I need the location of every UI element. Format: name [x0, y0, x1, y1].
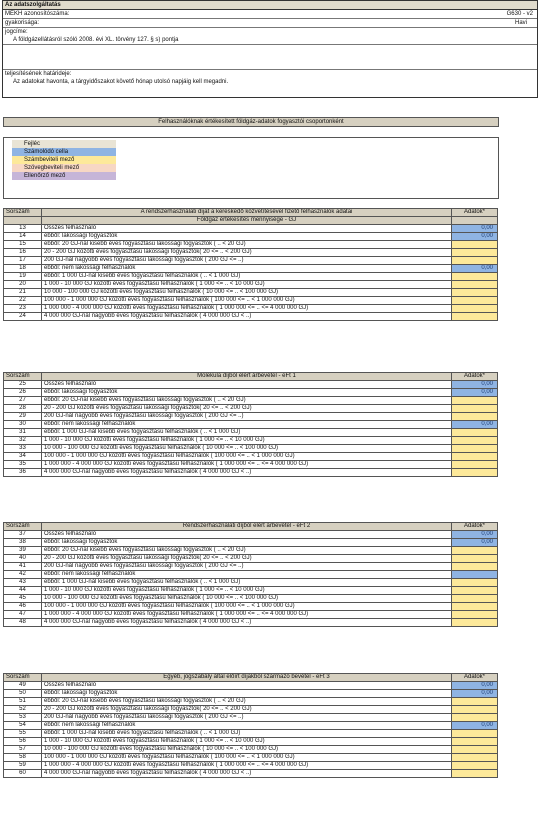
- subtitle-spacer: [4, 217, 42, 225]
- table-row: [4, 619, 498, 627]
- data-section-table: [3, 673, 498, 778]
- row-number: 41: [4, 563, 42, 571]
- row-number: 53: [4, 714, 42, 722]
- data-section-table: [3, 522, 498, 627]
- row-number: 33: [4, 445, 42, 453]
- table-row: [4, 405, 498, 413]
- legend-label: Ellenőrző mező: [24, 173, 66, 179]
- row-number: 38: [4, 539, 42, 547]
- number-input-cell[interactable]: [452, 754, 498, 762]
- row-number: 56: [4, 738, 42, 746]
- calculated-cell: 0,00: [452, 265, 498, 273]
- row-number: 20: [4, 281, 42, 289]
- number-input-cell[interactable]: [452, 313, 498, 321]
- legend: [3, 137, 499, 199]
- number-input-cell[interactable]: [452, 611, 498, 619]
- table-row: [4, 555, 498, 563]
- legend-label: Fejléc: [24, 141, 41, 147]
- row-label: 10 000 - 100 000 GJ közötti éves fogyasztású felhasználók ( 10 000 <= .. < 100 000 GJ): [42, 595, 452, 603]
- row-number: 26: [4, 389, 42, 397]
- table-row: [4, 579, 498, 587]
- row-label: ebből: lakossági fogyasztók: [42, 690, 452, 698]
- col-header-number: Sorszám: [4, 674, 42, 682]
- id-label: MEKH azonosítószáma:: [5, 11, 70, 17]
- row-number: 54: [4, 722, 42, 730]
- number-input-cell[interactable]: [452, 461, 498, 469]
- row-number: 58: [4, 754, 42, 762]
- table-row: [4, 722, 498, 730]
- row-number: 55: [4, 730, 42, 738]
- row-label: 20 - 200 GJ közötti éves fogyasztású lakossági fogyasztók( 20 <= .. < 200 GJ): [42, 249, 452, 257]
- number-input-cell[interactable]: [452, 305, 498, 313]
- calculated-cell: 0,00: [452, 722, 498, 730]
- table-row: [4, 461, 498, 469]
- table-row: [4, 714, 498, 722]
- row-label: 4 000 000 GJ-nál nagyobb éves fogyasztású felhasználók ( 4 000 000 GJ < ..): [42, 313, 452, 321]
- table-row: [4, 265, 498, 273]
- section-title: A rendszerhasználati díjat a kereskedő közvetítésével fizető felhasználók adatai: [42, 209, 452, 217]
- table-row: [4, 381, 498, 389]
- number-input-cell[interactable]: [452, 706, 498, 714]
- number-input-cell[interactable]: [452, 698, 498, 706]
- row-label: 200 GJ-nál nagyobb éves fogyasztású lakossági fogyasztók ( 200 GJ <= ..): [42, 257, 452, 265]
- number-input-cell[interactable]: [452, 770, 498, 778]
- freq-value: Havi: [514, 20, 527, 26]
- number-input-cell[interactable]: [452, 595, 498, 603]
- row-label: 4 000 000 GJ-nál nagyobb éves fogyasztású felhasználók ( 4 000 000 GJ < ..): [42, 619, 452, 627]
- legend-label: Számbeviteli mező: [24, 157, 75, 163]
- col-header-value: Adatok*: [452, 674, 498, 682]
- col-header-number: Sorszám: [4, 523, 42, 531]
- calculated-cell: 0,00: [452, 389, 498, 397]
- number-input-cell[interactable]: [452, 413, 498, 421]
- table-row: [4, 587, 498, 595]
- row-number: 37: [4, 531, 42, 539]
- table-row: [4, 297, 498, 305]
- row-label: 1 000 000 - 4 000 000 GJ közötti éves fogyasztású felhasználók ( 1 000 000 <= .. <= 4 000 000 GJ): [42, 762, 452, 770]
- table-row: [4, 611, 498, 619]
- row-number: 50: [4, 690, 42, 698]
- row-number: 14: [4, 233, 42, 241]
- row-number: 28: [4, 405, 42, 413]
- calculated-cell: [452, 571, 498, 579]
- id-value: G630 - v2: [506, 11, 533, 17]
- row-label: Összes felhasználó: [42, 381, 452, 389]
- number-input-cell[interactable]: [452, 405, 498, 413]
- row-label: 4 000 000 GJ-nál nagyobb éves fogyasztású felhasználók ( 4 000 000 GJ < ..): [42, 770, 452, 778]
- table-row: [4, 233, 498, 241]
- table-row: [4, 539, 498, 547]
- row-label: ebből: lakossági fogyasztók: [42, 389, 452, 397]
- table-row: [4, 746, 498, 754]
- row-number: 24: [4, 313, 42, 321]
- row-number: 27: [4, 397, 42, 405]
- table-row: [4, 563, 498, 571]
- number-input-cell[interactable]: [452, 297, 498, 305]
- row-label: Összes felhasználó: [42, 531, 452, 539]
- table-row: [4, 547, 498, 555]
- legend-label: Szövegbeviteli mező: [24, 165, 80, 171]
- row-number: 32: [4, 437, 42, 445]
- number-input-cell[interactable]: [452, 249, 498, 257]
- calculated-cell: 0,00: [452, 531, 498, 539]
- row-label: 10 000 - 100 000 GJ közötti éves fogyasztású felhasználók ( 10 000 <= .. < 100 000 GJ): [42, 289, 452, 297]
- section-title: Rendszerhasználati díjból elért árbevétel - eFt 2: [42, 523, 452, 531]
- table-row: [4, 273, 498, 281]
- section-subtitle: Földgáz értékesítés mennyisége - GJ: [42, 217, 452, 225]
- table-row: [4, 571, 498, 579]
- row-label: ebből: 1 000 GJ-nál kisebb éves fogyasztású felhasználók ( .. < 1 000 GJ): [42, 273, 452, 281]
- row-label: 1 000 000 - 4 000 000 GJ közötti éves fogyasztású felhasználók ( 1 000 000 <= .. <= 4 000 000 GJ): [42, 305, 452, 313]
- table-row: [4, 445, 498, 453]
- row-number: 34: [4, 453, 42, 461]
- calculated-cell: 0,00: [452, 225, 498, 233]
- row-label: 1 000 - 10 000 GJ közötti éves fogyasztású felhasználók ( 1 000 <= .. < 10 000 GJ): [42, 587, 452, 595]
- section-title: Egyéb, jogszabály által előírt díjakból származó bevétel - eFt 3: [42, 674, 452, 682]
- legend-item: [12, 140, 498, 148]
- number-input-cell[interactable]: [452, 563, 498, 571]
- calculated-cell: 0,00: [452, 690, 498, 698]
- table-row: [4, 289, 498, 297]
- row-number: 60: [4, 770, 42, 778]
- table-row: [4, 413, 498, 421]
- row-label: 10 000 - 100 000 GJ közötti éves fogyasztású felhasználók ( 10 000 <= .. < 100 000 GJ): [42, 746, 452, 754]
- row-label: 100 000 - 1 000 000 GJ közötti éves fogyasztású felhasználók ( 100 000 <= .. < 1 000 000 GJ): [42, 603, 452, 611]
- row-label: 20 - 200 GJ közötti éves fogyasztású lakossági fogyasztók( 20 <= .. < 200 GJ): [42, 405, 452, 413]
- table-row: [4, 698, 498, 706]
- row-number: 16: [4, 249, 42, 257]
- row-label: 1 000 - 10 000 GJ közötti éves fogyasztású felhasználók ( 1 000 <= .. < 10 000 GJ): [42, 738, 452, 746]
- row-label: ebből: 1 000 GJ-nál kisebb éves fogyasztású felhasználók ( .. < 1 000 GJ): [42, 730, 452, 738]
- row-number: 57: [4, 746, 42, 754]
- row-number: 47: [4, 611, 42, 619]
- row-label: 1 000 - 10 000 GJ közötti éves fogyasztású felhasználók ( 1 000 <= .. < 10 000 GJ): [42, 437, 452, 445]
- row-label: 100 000 - 1 000 000 GJ közötti éves fogyasztású felhasználók ( 100 000 <= .. < 1 000 000 GJ): [42, 453, 452, 461]
- col-header-value: Adatok*: [452, 523, 498, 531]
- number-input-cell[interactable]: [452, 273, 498, 281]
- number-input-cell[interactable]: [452, 730, 498, 738]
- legend-item: [12, 172, 498, 180]
- table-row: [4, 225, 498, 233]
- row-number: 17: [4, 257, 42, 265]
- legend-item: [12, 164, 498, 172]
- number-input-cell[interactable]: [452, 289, 498, 297]
- row-label: ebből: 1 000 GJ-nál kisebb éves fogyasztású felhasználók ( .. < 1 000 GJ): [42, 579, 452, 587]
- row-label: ebből: nem lakossági felhasználók: [42, 421, 452, 429]
- col-header-number: Sorszám: [4, 209, 42, 217]
- calculated-cell: 0,00: [452, 381, 498, 389]
- row-number: 51: [4, 698, 42, 706]
- table-row: [4, 421, 498, 429]
- table-row: [4, 397, 498, 405]
- number-input-cell[interactable]: [452, 445, 498, 453]
- calculated-cell: 0,00: [452, 682, 498, 690]
- row-label: ebből: lakossági fogyasztók: [42, 539, 452, 547]
- row-label: 20 - 200 GJ közötti éves fogyasztású lakossági fogyasztók( 20 <= .. < 200 GJ): [42, 706, 452, 714]
- calculated-cell: 0,00: [452, 421, 498, 429]
- row-label: ebből: 20 GJ-nál kisebb éves fogyasztású lakossági fogyasztók ( .. < 20 GJ): [42, 698, 452, 706]
- number-input-cell[interactable]: [452, 397, 498, 405]
- number-input-cell[interactable]: [452, 619, 498, 627]
- info-title: Az adatszolgáltatás: [3, 1, 537, 10]
- info-box: [2, 0, 538, 98]
- row-label: ebből: lakossági fogyasztók: [42, 233, 452, 241]
- table-row: [4, 706, 498, 714]
- row-label: 100 000 - 1 000 000 GJ közötti éves fogyasztású felhasználók ( 100 000 <= .. < 1 000 000 GJ): [42, 297, 452, 305]
- row-number: 13: [4, 225, 42, 233]
- table-row: [4, 531, 498, 539]
- table-row: [4, 754, 498, 762]
- row-number: 43: [4, 579, 42, 587]
- row-label: 1 000 000 - 4 000 000 GJ közötti éves fogyasztású felhasználók ( 1 000 000 <= .. <= 4 000 000 GJ): [42, 611, 452, 619]
- col-header-value: Adatok*: [452, 209, 498, 217]
- data-section-table: [3, 208, 498, 321]
- legend-item: [12, 156, 498, 164]
- subtitle-spacer: [452, 217, 498, 225]
- row-label: 10 000 - 100 000 GJ közötti éves fogyasztású felhasználók ( 10 000 <= .. < 100 000 GJ): [42, 445, 452, 453]
- row-number: 48: [4, 619, 42, 627]
- row-label: 100 000 - 1 000 000 GJ közötti éves fogyasztású felhasználók ( 100 000 <= .. < 1 000 000 GJ): [42, 754, 452, 762]
- row-label: Összes felhasználó: [42, 225, 452, 233]
- table-row: [4, 738, 498, 746]
- number-input-cell[interactable]: [452, 429, 498, 437]
- table-row: [4, 313, 498, 321]
- table-row: [4, 453, 498, 461]
- number-input-cell[interactable]: [452, 437, 498, 445]
- row-number: 21: [4, 289, 42, 297]
- col-header-value: Adatok*: [452, 373, 498, 381]
- table-row: [4, 690, 498, 698]
- row-number: 42: [4, 571, 42, 579]
- table-row: [4, 730, 498, 738]
- row-label: ebből: 20 GJ-nál kisebb éves fogyasztású lakossági fogyasztók ( .. < 20 GJ): [42, 547, 452, 555]
- row-label: 200 GJ-nál nagyobb éves fogyasztású lakossági fogyasztók ( 200 GJ <= ..): [42, 563, 452, 571]
- table-row: [4, 257, 498, 265]
- number-input-cell[interactable]: [452, 547, 498, 555]
- number-input-cell[interactable]: [452, 762, 498, 770]
- row-number: 29: [4, 413, 42, 421]
- row-label: ebből: 1 000 GJ-nál kisebb éves fogyasztású felhasználók ( .. < 1 000 GJ): [42, 429, 452, 437]
- legend-label: Számolódó cella: [24, 149, 69, 155]
- table-row: [4, 241, 498, 249]
- row-number: 35: [4, 461, 42, 469]
- number-input-cell[interactable]: [452, 738, 498, 746]
- table-row: [4, 429, 498, 437]
- row-label: 200 GJ-nál nagyobb éves fogyasztású lakossági fogyasztók ( 200 GJ <= ..): [42, 714, 452, 722]
- table-row: [4, 762, 498, 770]
- row-number: 15: [4, 241, 42, 249]
- row-number: 49: [4, 682, 42, 690]
- row-number: 22: [4, 297, 42, 305]
- deadline-label: teljesítésének határideje:: [5, 71, 72, 77]
- row-number: 30: [4, 421, 42, 429]
- row-number: 19: [4, 273, 42, 281]
- table-row: [4, 389, 498, 397]
- row-label: Összes felhasználó: [42, 682, 452, 690]
- col-header-number: Sorszám: [4, 373, 42, 381]
- number-input-cell[interactable]: [452, 603, 498, 611]
- number-input-cell[interactable]: [452, 241, 498, 249]
- row-number: 40: [4, 555, 42, 563]
- number-input-cell[interactable]: [452, 469, 498, 477]
- row-label: ebből: nem lakossági felhasználók: [42, 722, 452, 730]
- number-input-cell[interactable]: [452, 555, 498, 563]
- legal-text: A földgázellátásról szóló 2008. évi XL. törvény 127. § s) pontja: [13, 37, 179, 43]
- row-number: 52: [4, 706, 42, 714]
- table-row: [4, 595, 498, 603]
- table-row: [4, 249, 498, 257]
- row-label: ebből: nem lakossági felhasználók: [42, 265, 452, 273]
- table-row: [4, 469, 498, 477]
- table-row: [4, 603, 498, 611]
- row-label: 1 000 - 10 000 GJ közötti éves fogyasztású felhasználók ( 1 000 <= .. < 10 000 GJ): [42, 281, 452, 289]
- table-row: [4, 281, 498, 289]
- row-number: 46: [4, 603, 42, 611]
- group-title: Felhasználóknak értékesített földgáz-adatok fogyasztói csoportonként: [3, 117, 499, 127]
- row-label: 4 000 000 GJ-nál nagyobb éves fogyasztású felhasználók ( 4 000 000 GJ < ..): [42, 469, 452, 477]
- row-label: 200 GJ-nál nagyobb éves fogyasztású lakossági fogyasztók ( 200 GJ <= ..): [42, 413, 452, 421]
- row-number: 59: [4, 762, 42, 770]
- calculated-cell: 0,00: [452, 233, 498, 241]
- number-input-cell[interactable]: [452, 714, 498, 722]
- deadline-text: Az adatokat havonta, a tárgyidőszakot követő hónap utolsó napjáig kell megadni.: [13, 79, 229, 85]
- number-input-cell[interactable]: [452, 257, 498, 265]
- row-number: 36: [4, 469, 42, 477]
- number-input-cell[interactable]: [452, 587, 498, 595]
- number-input-cell[interactable]: [452, 453, 498, 461]
- row-label: ebből: 20 GJ-nál kisebb éves fogyasztású lakossági fogyasztók ( .. < 20 GJ): [42, 397, 452, 405]
- number-input-cell[interactable]: [452, 579, 498, 587]
- row-number: 44: [4, 587, 42, 595]
- data-section-table: [3, 372, 498, 477]
- table-row: [4, 770, 498, 778]
- row-number: 31: [4, 429, 42, 437]
- number-input-cell[interactable]: [452, 281, 498, 289]
- row-number: 25: [4, 381, 42, 389]
- table-row: [4, 305, 498, 313]
- row-label: 20 - 200 GJ közötti éves fogyasztású lakossági fogyasztók( 20 <= .. < 200 GJ): [42, 555, 452, 563]
- legal-label: jogcíme:: [5, 29, 28, 35]
- legend-item: [12, 148, 498, 156]
- freq-label: gyakorisága:: [5, 20, 40, 26]
- number-input-cell[interactable]: [452, 746, 498, 754]
- row-number: 18: [4, 265, 42, 273]
- row-label: ebből: nem lakossági felhasználók: [42, 571, 452, 579]
- row-label: 1 000 000 - 4 000 000 GJ közötti éves fogyasztású felhasználók ( 1 000 000 <= .. <= 4 000 000 GJ): [42, 461, 452, 469]
- row-label: ebből: 20 GJ-nál kisebb éves fogyasztású lakossági fogyasztók ( .. < 20 GJ): [42, 241, 452, 249]
- row-number: 45: [4, 595, 42, 603]
- table-row: [4, 437, 498, 445]
- section-title: Molekula díjból elért árbevétel - eFt 1: [42, 373, 452, 381]
- table-row: [4, 682, 498, 690]
- row-number: 23: [4, 305, 42, 313]
- row-number: 39: [4, 547, 42, 555]
- calculated-cell: 0,00: [452, 539, 498, 547]
